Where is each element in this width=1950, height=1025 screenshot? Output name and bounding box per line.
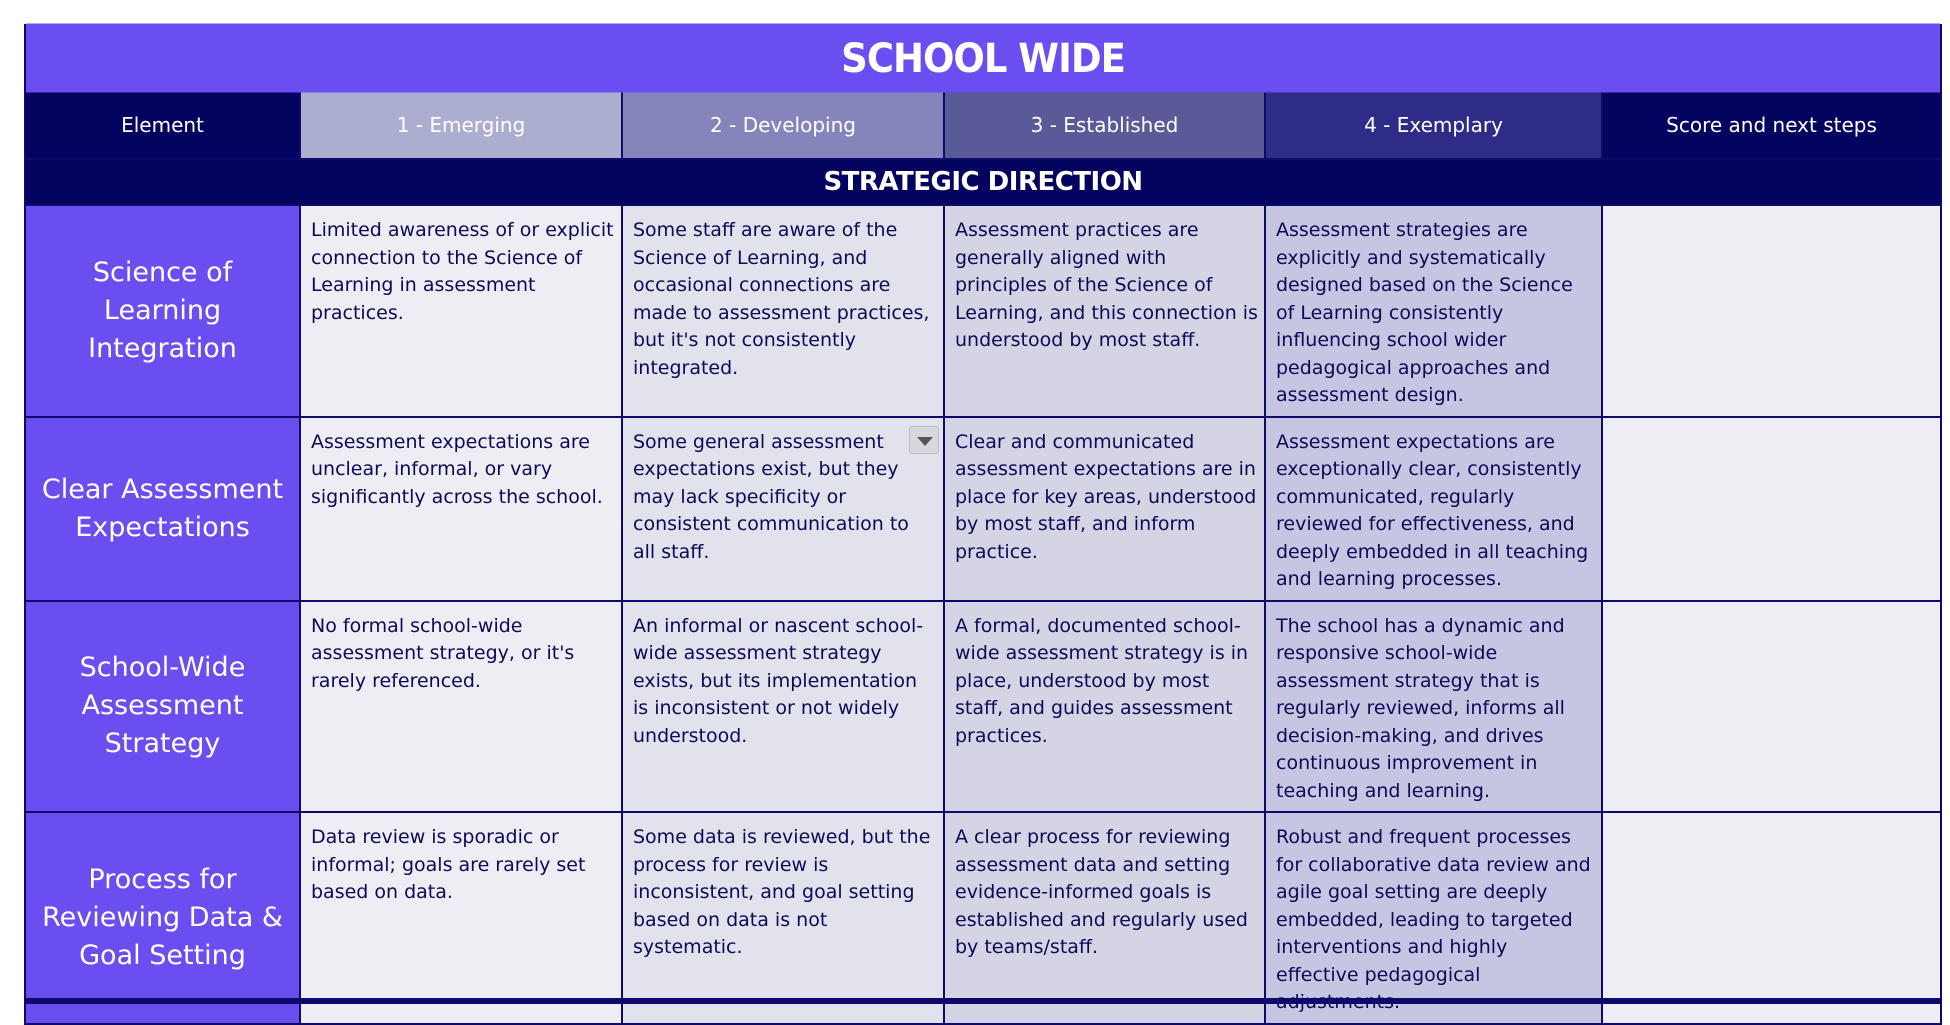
- developing-cell[interactable]: Some staff are aware of the Science of Learning, and occasional connections are made to assessment practices, but it's not consistently integrated.: [622, 205, 944, 417]
- table-row: [25, 205, 1941, 417]
- header-element: Element: [25, 91, 300, 159]
- established-cell[interactable]: Assessment practices are generally aligned with principles of the Science of Learning, and this connection is understood by most staff.: [944, 205, 1265, 417]
- element-name: Science of Learning Integration: [25, 205, 300, 417]
- score-cell[interactable]: [1602, 205, 1941, 417]
- established-cell[interactable]: Clear and communicated assessment expectations are in place for key areas, understood by most staff, and inform practice.: [944, 417, 1265, 601]
- section-heading: STRATEGIC DIRECTION: [25, 159, 1941, 205]
- header-established: 3 - Established: [944, 91, 1265, 159]
- table-row: [25, 601, 1941, 813]
- developing-cell[interactable]: Some data is reviewed, but the process for review is inconsistent, and goal setting based on data is not systematic.: [622, 812, 944, 1024]
- developing-cell[interactable]: [622, 417, 944, 601]
- school-wide-rubric-table: [24, 24, 1942, 1025]
- emerging-cell[interactable]: No formal school-wide assessment strategy, or it's rarely referenced.: [300, 601, 622, 813]
- emerging-cell[interactable]: Limited awareness of or explicit connection to the Science of Learning in assessment practices.: [300, 205, 622, 417]
- score-cell[interactable]: [1602, 601, 1941, 813]
- exemplary-cell[interactable]: Assessment expectations are exceptionally clear, consistently communicated, regularly reviewed for effectiveness, and deeply embedded in all teaching and learning processes.: [1265, 417, 1602, 601]
- element-name: Process for Reviewing Data & Goal Setting: [25, 812, 300, 1024]
- exemplary-cell[interactable]: Assessment strategies are explicitly and systematically designed based on the Science of Learning consistently influencing school wider pedagogical approaches and assessment design.: [1265, 205, 1602, 417]
- exemplary-cell[interactable]: The school has a dynamic and responsive school-wide assessment strategy that is regularly reviewed, informs all decision-making, and drives continuous improvement in teaching and learning.: [1265, 601, 1602, 813]
- score-cell[interactable]: [1602, 812, 1941, 1024]
- score-cell[interactable]: [1602, 417, 1941, 601]
- table-bottom-border: [24, 998, 1940, 1004]
- header-emerging: 1 - Emerging: [300, 91, 622, 159]
- table-row: [25, 417, 1941, 601]
- table-title: SCHOOL WIDE: [25, 22, 1941, 93]
- dropdown-arrow-icon[interactable]: [909, 426, 939, 454]
- table-row: [25, 812, 1941, 1024]
- established-cell[interactable]: A clear process for reviewing assessment data and setting evidence-informed goals is established and regularly used by teams/staff.: [944, 812, 1265, 1024]
- element-name: Clear Assessment Expectations: [25, 417, 300, 601]
- developing-text: Some general assessment expectations exist, but they may lack specificity or consistent communication to all staff.: [633, 430, 909, 563]
- emerging-cell[interactable]: Assessment expectations are unclear, informal, or vary significantly across the school.: [300, 417, 622, 601]
- emerging-cell[interactable]: Data review is sporadic or informal; goals are rarely set based on data.: [300, 812, 622, 1024]
- header-exemplary: 4 - Exemplary: [1265, 91, 1602, 159]
- developing-cell[interactable]: An informal or nascent school-wide assessment strategy exists, but its implementation is inconsistent or not widely understood.: [622, 601, 944, 813]
- exemplary-cell[interactable]: Robust and frequent processes for collaborative data review and agile goal setting are deeply embedded, leading to targeted interventions and highly effective pedagogical: [1265, 812, 1602, 1024]
- element-name: School-Wide Assessment Strategy: [25, 601, 300, 813]
- established-cell[interactable]: A formal, documented school-wide assessment strategy is in place, understood by most staff, and guides assessment practices.: [944, 601, 1265, 813]
- header-score: Score and next steps: [1602, 91, 1941, 159]
- header-developing: 2 - Developing: [622, 91, 944, 159]
